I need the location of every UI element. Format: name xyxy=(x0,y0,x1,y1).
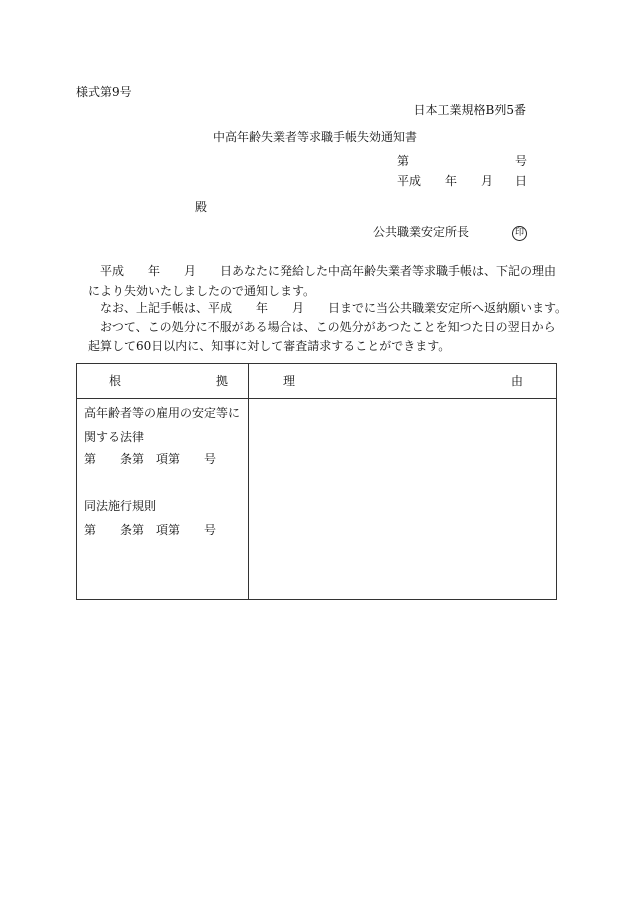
header-reason-char-2: 由 xyxy=(511,374,524,388)
date-day: 日 xyxy=(515,174,528,188)
reason-cell xyxy=(249,399,557,600)
seal-icon: 印 xyxy=(512,226,527,241)
form-number: 様式第9号 xyxy=(76,85,132,99)
header-basis xyxy=(77,364,249,399)
date-year: 年 xyxy=(445,174,458,188)
issuer: 公共職業安定所長 xyxy=(373,225,470,239)
basis-reason-table xyxy=(76,363,557,600)
document-title: 中高年齢失業者等求職手帳失効通知書 xyxy=(213,130,418,144)
basis-line: 第 条第 項第 号 xyxy=(84,523,217,537)
body-p1-line1: 平成 年 月 日あなたに発給した中高年齢失業者等求職手帳は、下記の理由 xyxy=(100,264,557,278)
body-p3-line2: 起算して60日以内に、知事に対して審査請求することができます。 xyxy=(88,339,451,353)
header-basis-char-1: 根 xyxy=(109,374,122,388)
body-p1-line2: により失効いたしましたので通知します。 xyxy=(88,284,316,298)
header-reason-char-1: 理 xyxy=(283,374,296,388)
basis-line: 関する法律 xyxy=(84,430,145,444)
number-prefix: 第 xyxy=(397,154,410,168)
header-basis-char-2: 拠 xyxy=(216,374,229,388)
header-reason xyxy=(249,364,557,399)
number-suffix: 号 xyxy=(515,154,528,168)
basis-cell xyxy=(77,399,249,600)
basis-line: 同法施行規則 xyxy=(84,499,157,513)
date-era: 平成 xyxy=(397,174,422,188)
paper-size: 日本工業規格B列5番 xyxy=(413,103,526,117)
seal-mark xyxy=(512,224,527,241)
body-p3-line1: おつて、この処分に不服がある場合は、この処分があつたことを知つた日の翌日から xyxy=(100,320,556,334)
basis-line: 第 条第 項第 号 xyxy=(84,452,217,466)
body-p2-line1: なお、上記手帳は、平成 年 月 日までに当公共職業安定所へ返納願います。 xyxy=(100,301,568,315)
addressee-suffix: 殿 xyxy=(195,200,208,214)
date-month: 月 xyxy=(481,174,494,188)
basis-line: 高年齢者等の雇用の安定等に xyxy=(84,406,241,420)
